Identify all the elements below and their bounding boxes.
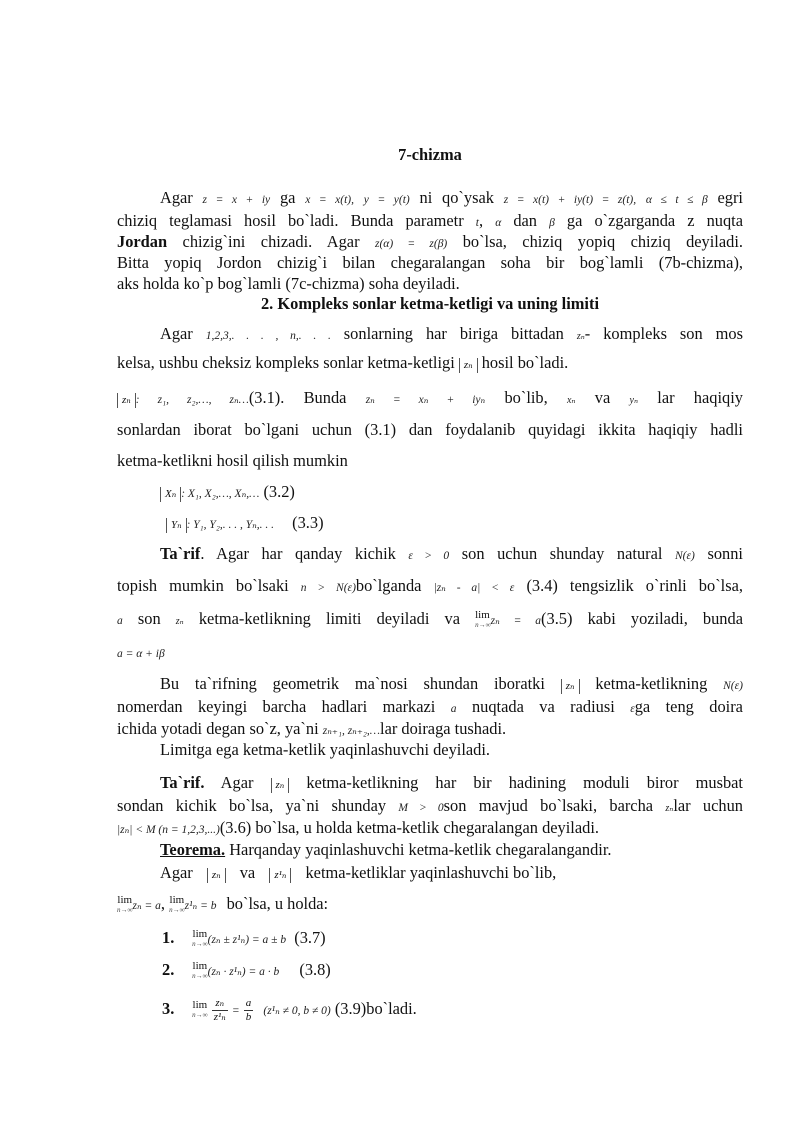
paragraph-2-line-1: Agar 1,2,3,. . . , n,. . . sonlarning har biriga bittadan zₙ- kompleks son mos (160, 324, 743, 343)
definition-1-line-2: topish mumkin bo`lsaki n > N(ε)bo`lganda |zₙ - a| < ε (3.4) tengsizlik o`rinli bo`lsa, (117, 576, 743, 595)
limit-rule-2: 2. lim n→∞ (zₙ · z¹ₙ) = a · b (3.8) (162, 960, 331, 981)
limit-rule-1: 1. lim n→∞ (zₙ ± z¹ₙ) = a ± b (3.7) (162, 928, 326, 949)
theorem-line-3: lim n→∞ zₙ = a, lim n→∞ z¹ₙ = b bo`lsa, u holda: (117, 894, 329, 915)
equation-3-1-line: zₙ : z₁, z₂,…, zₙ…(3.1). Bunda zₙ = xₙ + iyₙ bo`lib, xₙ va yₙ lar haqiqiy (117, 387, 743, 412)
equation-3-3: Yₙ : Y₁, Y₂,. . . , Yₙ,. . . (3.3) (166, 512, 792, 536)
definition-2-line-2: sondan kichik bo`lsa, ya`ni shunday M > 0son mavjud bo`lsaki, barcha zₙlar uchun (117, 796, 743, 815)
geometric-line-1: Bu ta`rifning geometrik ma`nosi shundan iboratki zₙ ketma-ketlikning N(ε) (160, 674, 743, 693)
paragraph-1-line-5: aks holda ko`p bog`lamli (7c-chizma) soha deyiladi. (117, 274, 460, 293)
figure-caption: 7-chizma (398, 145, 462, 164)
paragraph-1-line-3: Jordan chizig`ini chizadi. Agar z(α) = z(β) bo`lsa, chiziq yopiq chiziq deyiladi. (117, 232, 743, 251)
theorem-line-1: Teorema. Harqanday yaqinlashuvchi ketma-ketlik chegaralangandir. (160, 840, 612, 859)
definition-2-line-1: Ta`rif. Agar zₙ ketma-ketlikning har bir hadining moduli biror musbat (160, 773, 743, 792)
paragraph-1-line-2: chiziq teglamasi hosil bo`ladi. Bunda parametr t, α dan β ga o`zgarganda z nuqta (117, 211, 744, 230)
definition-1-line-4: a = α + iβ (117, 648, 165, 660)
definition-2-line-3: |zₙ| < M (n = 1,2,3,...)(3.6) bo`lsa, u holda ketma-ketlik chegaralangan deyiladi. (117, 818, 599, 837)
paragraph-1-line-4: Bitta yopiq Jordon chizig`i bilan chegaralangan soha bir bog`lamli (7b-chizma), (117, 253, 743, 272)
paragraph-2-line-2: kelsa, ushbu cheksiz kompleks sonlar ketma-ketligi zₙ hosil bo`ladi. (117, 353, 569, 372)
limit-rule-3: 3. lim n→∞ $\frac{\text{zₙ}}{\text{z¹ₙ}}$ = $\frac{a}{b}$ (z¹ₙ ≠ 0, b ≠ 0) (3.9)bo`ladi. (162, 996, 417, 1023)
equation-3-1-line-2: sonlardan iborat bo`lgani uchun (3.1) dan foydalanib quyidagi ikkita haqiqiy hadli (117, 420, 743, 439)
geometric-line-2: nomerdan keyingi barcha hadlari markazi a nuqtada va radiusi εga teng doira (117, 697, 743, 716)
geometric-line-3: ichida yotadi degan so`z, ya`ni zₙ₊₁, zₙ₊₂,…lar doiraga tushadi. (117, 719, 507, 738)
section-title: 2. Kompleks sonlar ketma-ketligi va uning limiti (260, 294, 599, 313)
sequence-bracket: zₙ (459, 358, 478, 373)
equation-3-1-line-3: ketma-ketlikni hosil qilish mumkin (117, 451, 348, 470)
definition-1-line-3: a son zₙ ketma-ketlikning limiti deyiladi va lim n→∞ zₙ = a(3.5) kabi yoziladi, bunda (117, 609, 743, 630)
equation-3-2: Xₙ : X₁, X₂,…, Xₙ,… (3.2) (160, 481, 786, 505)
theorem-line-2: Agar zₙ va z¹ₙ ketma-ketliklar yaqinlashuvchi bo`lib, (160, 863, 557, 882)
definition-1-line-1: Ta`rif. Agar har qanday kichik ε > 0 son uchun shunday natural N(ε) sonni (160, 544, 743, 563)
paragraph-1-line-1: Agar z = x + iy ga x = x(t), y = y(t) ni qo`ysak z = x(t) + iy(t) = z(t), α ≤ t ≤ β egri (160, 188, 743, 207)
geometric-line-4: Limitga ega ketma-ketlik yaqinlashuvchi deyiladi. (160, 740, 490, 759)
